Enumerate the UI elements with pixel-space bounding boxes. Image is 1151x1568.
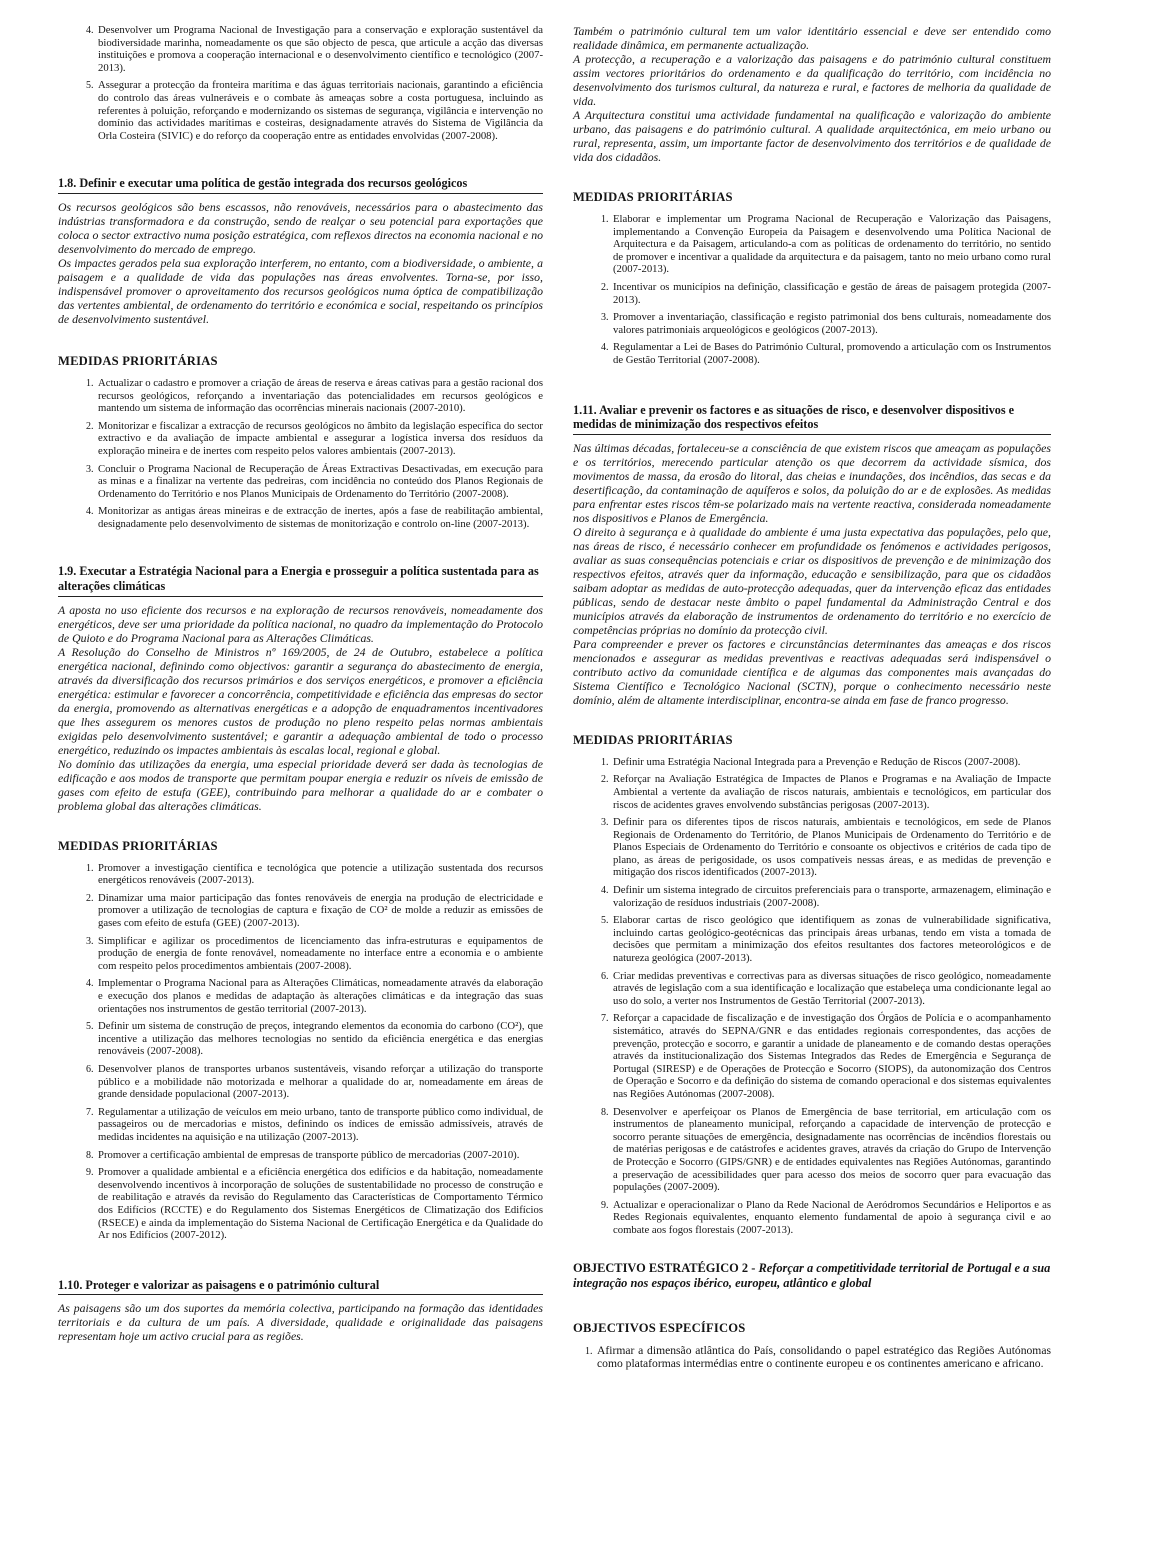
section-1-10-continued bbox=[573, 24, 1051, 367]
section-1-9 bbox=[58, 564, 543, 1241]
intro-paragraph: A Resolução do Conselho de Ministros nº 169/2005, de 24 de Outubro, estabelece a política energética nacional, definindo como objectivos: garantir a segurança do abastecimento de energia, através da diversificação dos recursos primários e dos serviços energéticos, e promover a eficiência energética: estimular e favorecer a concorrência, competitividade e eficiência das empresas do sector da energia, promovendo as alternativas energéticas e a adopção de enquadramentos incentivadores que lhes assegurem os menores custos de produção no pleno respeito pelas normas ambientais exigidas pelo desenvolvimento sustentável; e garantir a adequação ambiental de todo o processo energético, reduzindo os impactes ambientais às escalas local, regional e global. bbox=[58, 644, 543, 757]
intro-paragraph: Para compreender e prever os factores e circunstâncias determinantes das ameaças e dos riscos mencionados e assegurar as medidas preventivas e reactivas adequadas será indispensável o contributo activo da comunidade científica e de algumas das componentes mais avançadas do Sistema Científico e Tecnológico Nacional (SCTN), porque o conhecimento necessário neste domínio, além de altamente interdisciplinar, encontra-se ainda em fase de franco progresso. bbox=[573, 636, 1051, 707]
list-item: 1. Promover a investigação científica e tecnológica que potencie a utilização sustentada dos recursos energéticos renováveis (2007-2013). bbox=[96, 862, 543, 887]
intro-paragraph: No domínio das utilizações da energia, uma especial prioridade deverá ser dada às tecnologias de edificação e aos modos de transporte que permitam poupar energia e reduzir os níveis de emissão de gases com efeito de estufa (GEE), contribuindo para melhorar a qualidade do ar e combater o problema global das alterações climáticas. bbox=[58, 756, 543, 813]
list-item: 2. Dinamizar uma maior participação das fontes renováveis de energia na produção de electricidade e promover a utilização de tecnologias de captura e fixação de CO² de molde a reduzir as emissões de gases com efeito de estufa (GEE) (2007-2013). bbox=[96, 892, 543, 930]
intro-paragraph: A protecção, a recuperação e a valorização das paisagens e do património cultural constituem assim vectores prioritários do ordenamento e da qualificação do território, com incidência no desenvolvimento dos turismos cultural, da natureza e rural, e factores de melhoria da qualidade de vida. bbox=[573, 52, 1051, 108]
list-item: 3. Definir para os diferentes tipos de riscos naturais, ambientais e tecnológicos, em sede de Planos Regionais de Ordenamento do Território, de Planos Municipais de Ordenamento do Território e de Planos Especiais de Ordenamento do Território e consoante os objectivos e critérios de cada tipo de plano, as áreas de perigosidade, os usos compatíveis nessas áreas, e as medidas de prevenção e mitigação dos riscos identificados (2007-2013). bbox=[611, 816, 1051, 879]
list-item: 2. Reforçar na Avaliação Estratégica de Impactes de Planos e Programas e na Avaliação de Impacte Ambiental a vertente da avaliação de riscos naturais, ambientais e tecnológicos, em particular dos riscos de acidentes graves envolvendo substâncias perigosas (2007-2013). bbox=[611, 773, 1051, 811]
top-measures-list bbox=[58, 24, 543, 142]
list-item: 9. Promover a qualidade ambiental e a eficiência energética dos edifícios e da habitação, nomeadamente desenvolvendo incentivos à incorporação de soluções de sustentabilidade no processo de construção e de reabilitação e através da revisão do Regulamento das Características de Comportamento Térmico dos Edifícios (RCCTE) e do Regulamento dos Sistemas Energéticos de Climatização dos Edifícios (RSECE) e ainda da implementação do Sistema Nacional de Certificação Energética e da Qualidade do Ar nos Edifícios (2007-2012). bbox=[96, 1166, 543, 1242]
section-title: 1.9. Executar a Estratégia Nacional para a Energia e prosseguir a política sustentada para as alterações climáticas bbox=[58, 564, 543, 596]
intro-paragraph: Os recursos geológicos são bens escassos, não renováveis, necessários para o abastecimento das indústrias transformadora e da construção, sendo de realçar o seu potencial para exportações que coloca o sector extractivo numa posição estratégica, com reflexos directos na economia nacional e no desenvolvimento do mercado de emprego. bbox=[58, 199, 543, 256]
list-item: 4. Desenvolver um Programa Nacional de Investigação para a conservação e exploração sustentável da biodiversidade marinha, nomeadamente os que são objecto de pesca, que articule a acção das diversas instituições e promova a cooperação internacional e o desenvolvimento científico e tecnológico (2007-2013). bbox=[96, 24, 543, 74]
section-title: 1.11. Avaliar e prevenir os factores e as situações de risco, e desenvolver dispositivos e medidas de minimização dos respectivos efeitos bbox=[573, 403, 1051, 435]
list-item: 5. Elaborar cartas de risco geológico que identifiquem as zonas de vulnerabilidade significativa, incluindo cartas geológico-geotécnicas das principais áreas urbanas, tendo em vista a tomada de decisões que permitam a minimização dos efeitos resultantes dos factores meteorológicos e de natureza geológica (2007-2013). bbox=[611, 914, 1051, 964]
strategic-objective-heading bbox=[573, 1261, 1051, 1291]
list-item: 7. Regulamentar a utilização de veículos em meio urbano, tanto de transporte público como individual, de passageiros ou de mercadorias e mistos, definindo os índices de emissão admissíveis, através de medidas incidentes na aquisição e na utilização (2007-2013). bbox=[96, 1106, 543, 1144]
specific-objectives-list bbox=[573, 1344, 1051, 1372]
specific-objectives-heading: OBJECTIVOS ESPECÍFICOS bbox=[573, 1320, 746, 1335]
list-item: 8. Promover a certificação ambiental de empresas de transporte público de mercadorias (2007-2010). bbox=[96, 1149, 543, 1162]
list-item: 2. Monitorizar e fiscalizar a extracção de recursos geológicos no âmbito da legislação específica do sector extractivo e da avaliação de impacte ambiental e assegurar a logística inversa dos resíduos da exploração mineira e de inertes com respeito pelos valores ambientais (2007-2013). bbox=[96, 420, 543, 458]
specific-objectives bbox=[573, 1321, 1051, 1372]
list-item: 6. Criar medidas preventivas e correctivas para as diversas situações de risco geológico, nomeadamente através de legislação com a sua identificação e localização que estabeleça uma condicionante legal ao uso do solo, a verter nos Instrumentos de Gestão Territorial (2007-2013). bbox=[611, 970, 1051, 1008]
intro-paragraph: A aposta no uso eficiente dos recursos e na exploração de recursos renováveis, nomeadamente dos energéticos, deve ser uma prioridade da política nacional, no quadro da implementação do Protocolo de Quioto e do Programa Nacional para as Alterações Climáticas. bbox=[58, 602, 543, 645]
measures-list bbox=[573, 756, 1051, 1237]
measures-heading: MEDIDAS PRIORITÁRIAS bbox=[573, 190, 733, 204]
intro-paragraph: Nas últimas décadas, fortaleceu-se a consciência de que existem riscos que ameaçam as populações e os territórios, merecendo particular atenção os que decorrem da actividade sísmica, dos movimentos de massa, da erosão do litoral, das cheias e inundações, dos incêndios, das secas e da desertificação, da contaminação de aquíferos e solos, da poluição do ar e de explosões. As medidas para enfrentar estes riscos têm-se polarizado mais na vertente reactiva, considerada nomeadamente nos dispositivos e Planos de Emergência. bbox=[573, 440, 1051, 525]
intro-paragraph: O direito à segurança e à qualidade do ambiente é uma justa expectativa das populações, pelo que, nas áreas de risco, é necessário conhecer em profundidade os fenómenos e actividades perigosos, avaliar as suas consequências potenciais e criar os dispositivos de prevenção e de minimização dos respectivos efeitos, através quer da informação, educação e sensibilização, para que os cidadãos saibam adoptar as medidas de auto-protecção adequadas, quer da intervenção eficaz das entidades públicas, sendo de destacar neste âmbito o papel fundamental da Administração Central e dos municípios através da elaboração de instrumentos de ordenamento do território e no exercício de competências próprias no domínio da protecção civil. bbox=[573, 524, 1051, 637]
list-item: 1. Elaborar e implementar um Programa Nacional de Recuperação e Valorização das Paisagens, implementando a Convenção Europeia da Paisagem e desenvolvendo uma Política Nacional de Arquitectura e da Paisagem, articulando-a com as políticas de ordenamento do território, no sentido de promover e incentivar a qualidade da arquitectura e da paisagem, tanto no meio urbano como rural (2007-2013). bbox=[611, 213, 1051, 276]
measures-list bbox=[573, 213, 1051, 367]
list-item: 1. Actualizar o cadastro e promover a criação de áreas de reserva e áreas cativas para a gestão racional dos recursos geológicos, reforçando a inventariação das potencialidades em recursos geológicos e mantendo um sistema de informação das ocorrências minerais nacionais (2007-2010). bbox=[96, 377, 543, 415]
list-item: 1. Afirmar a dimensão atlântica do País, consolidando o papel estratégico das Regiões Autónomas como plataformas intermédias entre o continente europeu e os continentes americano e africano. bbox=[595, 1344, 1051, 1372]
section-1-8 bbox=[58, 176, 543, 530]
intro-paragraph: Os impactes gerados pela sua exploração interferem, no entanto, com a biodiversidade, o ambiente, a paisagem e a qualidade de vida das populações nas áreas envolventes. Torna-se, por isso, indispensável promover o aproveitamento dos recursos geológicos numa óptica de compatibilização das vertentes ambiental, de ordenamento do território e económica e social, respeitando os princípios de desenvolvimento sustentável. bbox=[58, 255, 543, 326]
list-item: 6. Desenvolver planos de transportes urbanos sustentáveis, visando reforçar a utilização do transporte público e a mobilidade não motorizada e melhorar a qualidade do ar, nomeadamente em áreas de grande densidade populacional (2007-2013). bbox=[96, 1063, 543, 1101]
list-item: 3. Promover a inventariação, classificação e registo patrimonial dos bens culturais, nomeadamente dos valores patrimoniais arqueológicos e geológicos (2007-2013). bbox=[611, 311, 1051, 336]
section-title: 1.8. Definir e executar uma política de gestão integrada dos recursos geológicos bbox=[58, 176, 543, 194]
left-column bbox=[58, 24, 543, 1343]
strategic-objective-label: OBJECTIVO ESTRATÉGICO 2 - bbox=[573, 1260, 756, 1275]
list-item: 8. Desenvolver e aperfeiçoar os Planos de Emergência de base territorial, em articulação com os instrumentos de planeamento municipal, reforçando a capacidade de intervenção de protecção e socorro perante situações de emergência, designadamente nas ocorrências de incêndios florestais ou de matérias perigosas e de catástrofes e acidentes graves, através da criação do Grupo de Intervenção de Protecção e Socorro (GIPS/GNR) e de entidades equivalentes nas Regiões Autónomas, garantindo a preservação de acessibilidades quer para acesso dos meios de socorro quer para evacuação das populações (2007-2009). bbox=[611, 1106, 1051, 1194]
list-item: 4. Regulamentar a Lei de Bases do Património Cultural, promovendo a articulação com os Instrumentos de Gestão Territorial (2007-2008). bbox=[611, 341, 1051, 366]
measures-list bbox=[58, 862, 543, 1242]
list-item: 5. Definir um sistema de construção de preços, integrando elementos da economia do carbono (CO²), que incentive a utilização das melhores tecnologias no sentido da eficiência energética e das energias renováveis (2007-2008). bbox=[96, 1020, 543, 1058]
measures-heading: MEDIDAS PRIORITÁRIAS bbox=[573, 732, 733, 747]
measures-list bbox=[58, 377, 543, 531]
strategic-objective-text: Reforçar a competitividade territorial de Portugal e a sua integração nos espaços ibérico, europeu, atlântico e global bbox=[573, 1260, 1051, 1290]
section-title: 1.10. Proteger e valorizar as paisagens e o património cultural bbox=[58, 1278, 543, 1296]
list-item: 1. Definir uma Estratégia Nacional Integrada para a Prevenção e Redução de Riscos (2007-2008). bbox=[611, 756, 1051, 769]
list-item: 9. Actualizar e operacionalizar o Plano da Rede Nacional de Aeródromos Secundários e Heliportos e as Redes Regionais equivalentes, enquanto elemento fundamental de apoio à segurança civil e ao combate aos fogos florestais (2007-2013). bbox=[611, 1199, 1051, 1237]
list-item: 4. Implementar o Programa Nacional para as Alterações Climáticas, nomeadamente através da elaboração e execução dos planos e medidas de adaptação às alterações climáticas e da integração das suas orientações nos instrumentos de gestão territorial (2007-2013). bbox=[96, 977, 543, 1015]
list-item: 3. Simplificar e agilizar os procedimentos de licenciamento das infra-estruturas e equipamentos de produção de energia de fonte renovável, nomeadamente no interface entre a economia e o ambiente com respeito pelos procedimentos ambientais (2007-2008). bbox=[96, 935, 543, 973]
section-1-10 bbox=[58, 1278, 543, 1344]
list-item: 7. Reforçar a capacidade de fiscalização e de investigação dos Órgãos de Polícia e o acompanhamento sistemático, através do SEPNA/GNR e das entidades regionais correspondentes, das acções de prevenção, protecção e socorro, e garantir a unidade de planeamento e de comando destas operações através da institucionalização dos Sistemas Integrados das Redes de Emergência e Segurança de Portugal (SIRESP) e de Operações de Protecção e Socorro (SIOPS), da autonomização dos Centros de Operação e Socorro e da definição do sistema de comando operacional e dos sistemas equivalentes nas Regiões Autónomas (2007-2008). bbox=[611, 1012, 1051, 1100]
measures-heading: MEDIDAS PRIORITÁRIAS bbox=[58, 353, 218, 368]
measures-heading: MEDIDAS PRIORITÁRIAS bbox=[58, 838, 218, 853]
right-column bbox=[573, 24, 1051, 1376]
section-1-11 bbox=[573, 403, 1051, 1237]
list-item: 4. Monitorizar as antigas áreas mineiras e de extracção de inertes, após a fase de reabilitação ambiental, designadamente pelo desenvolvimento de sistemas de monitorização e controlo on-line (2007-2013). bbox=[96, 505, 543, 530]
list-item: 2. Incentivar os municípios na definição, classificação e gestão de áreas de paisagem protegida (2007-2013). bbox=[611, 281, 1051, 306]
list-item: 3. Concluir o Programa Nacional de Recuperação de Áreas Extractivas Desactivadas, em execução para as minas e a finalizar na vertente das pedreiras, com incidência no conteúdo dos Planos Regionais de Ordenamento do Território e nos Planos Municipais de Ordenamento do Território (2007-2008). bbox=[96, 463, 543, 501]
intro-paragraph: Também o património cultural tem um valor identitário essencial e deve ser entendido como realidade dinâmica, em permanente actualização. bbox=[573, 24, 1051, 52]
intro-paragraph: As paisagens são um dos suportes da memória colectiva, participando na formação das identidades territoriais e da cultura de um país. A diversidade, qualidade e originalidade das paisagens representam hoje um activo crucial para as regiões. bbox=[58, 1301, 543, 1344]
list-item: 5. Assegurar a protecção da fronteira marítima e das águas territoriais nacionais, garantindo a eficiência do controlo das áreas vulneráveis e o combate às ameaças sobre a costa portuguesa, incluindo as referentes à poluição, reforçando e modernizando os sistemas de segurança, vigilância e intervenção no domínio das actividades marítimas e costeiras, designadamente através do Sistema de Vigilância da Orla Costeira (SIVIC) e do reforço da cooperação entre as entidades envolvidas (2007-2008). bbox=[96, 79, 543, 142]
intro-paragraph: A Arquitectura constitui uma actividade fundamental na qualificação e valorização do ambiente urbano, das paisagens e do património cultural. A qualidade arquitectónica, em meio urbano ou rural, representa, assim, um importante factor de desenvolvimento dos territórios e de qualidade de vida dos cidadãos. bbox=[573, 108, 1051, 164]
list-item: 4. Definir um sistema integrado de circuitos preferenciais para o transporte, armazenagem, eliminação e valorização de resíduos industriais (2007-2008). bbox=[611, 884, 1051, 909]
